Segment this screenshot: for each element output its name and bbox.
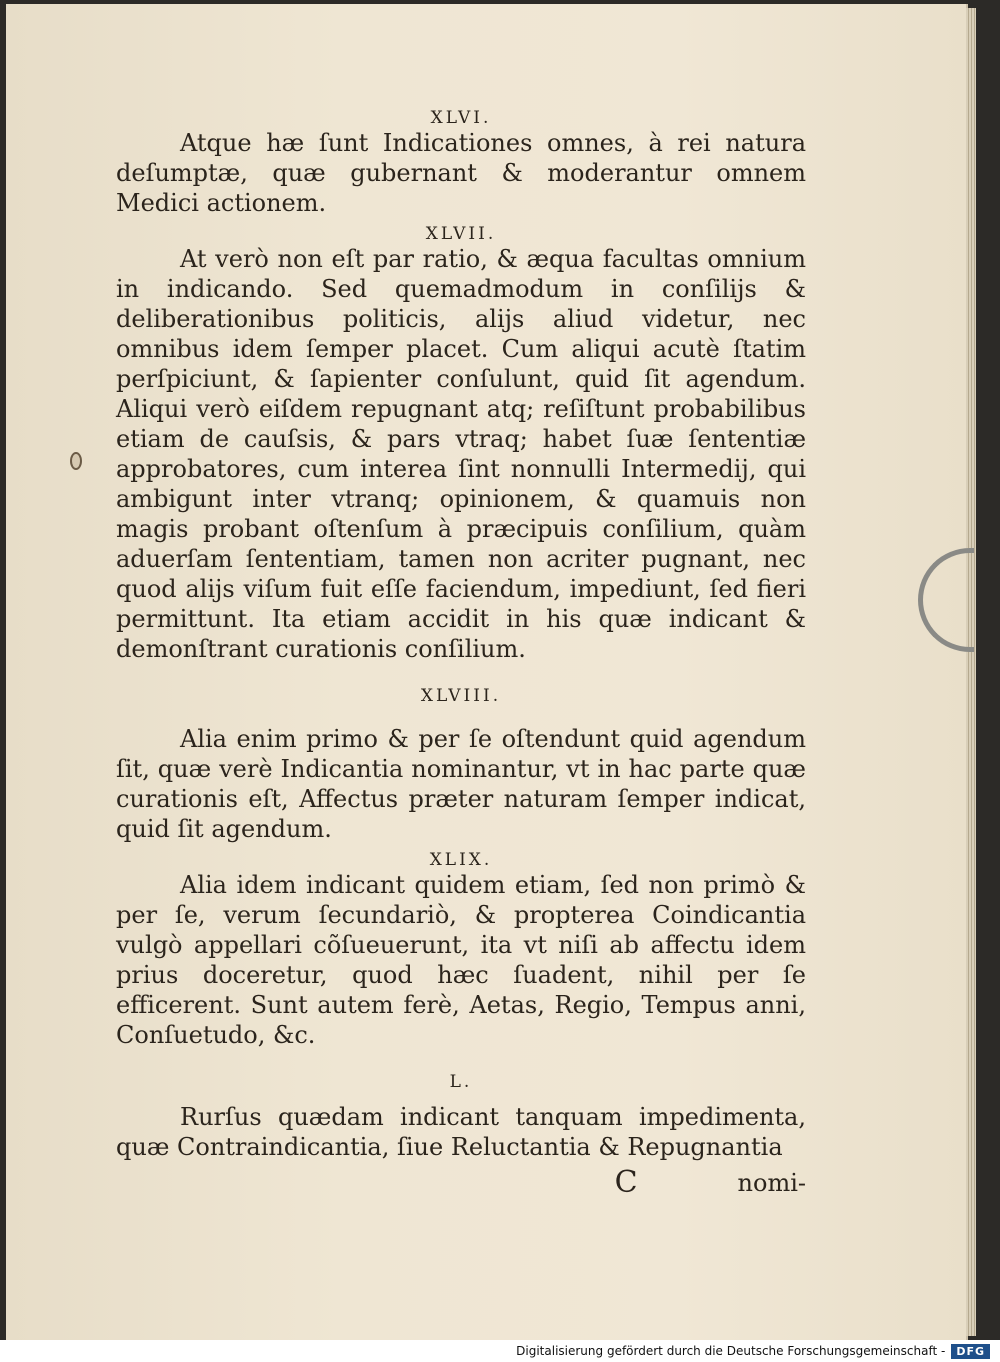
signature-mark: C xyxy=(614,1165,638,1200)
section-number: XLVI. xyxy=(430,108,492,128)
footer-credit: Digitalisierung gefördert durch die Deutsche Forschungsgemeinschaft - xyxy=(516,1344,946,1358)
section-paragraph: Rurſus quædam indicant tanquam impedimenta, quæ Contraindicantia, ſiue Reluctantia & Repugnantia xyxy=(116,1103,806,1161)
section-47 xyxy=(116,224,806,664)
section-paragraph: Alia idem indicant quidem etiam, ſed non primò & per ſe, verum ſecundariò, & propterea Coindicantia vulgò appellari cõſueuerunt, ita vt niſi ab affectu idem prius doceretur, quod hæc ſuadent, nihil per ſe efficerent. Sunt autem ferè, Aetas, Regio, Tempus anni, Conſuetudo, &c. xyxy=(116,871,806,1049)
section-number: XLIX. xyxy=(429,850,493,870)
catchword: nomi- xyxy=(737,1169,806,1197)
dfg-logo: DFG xyxy=(951,1344,990,1359)
section-48 xyxy=(116,686,806,844)
section-number: L. xyxy=(449,1072,473,1092)
page-edges xyxy=(966,8,976,1336)
page-bottom-marks xyxy=(116,1165,806,1200)
digitization-footer xyxy=(0,1340,1000,1362)
section-paragraph: Atque hæ ſunt Indicationes omnes, à rei natura deſumptæ, quæ gubernant & moderantur omnem Medici actionem. xyxy=(116,129,806,217)
page-text xyxy=(116,108,806,1198)
section-paragraph: At verò non eſt par ratio, & æqua facultas omnium in indicando. Sed quemadmodum in conſilijs & deliberationibus politicis, alijs aliud videtur, nec omnibus idem ſemper placet. Cum aliqui acutè ſtatim perſpiciunt, & ſapienter conſulunt, quid ſit agendum. Aliqui verò eiſdem repugnant atq; reſiſtunt probabilibus etiam de cauſsis, & pars vtraq; habet ſuæ ſententiæ approbatores, cum interea ſint nonnulli Intermedij, qui ambigunt inter vtranq; opinionem, & quamuis non magis probant oſtenſum à præcipuis conſilium, quàm aduerſam ſententiam, tamen non acriter pugnant, nec quod alijs viſum fuit eſſe faciendum, impediunt, ſed fieri permittunt. Ita etiam accidit in his quæ indicant & demonſtrant curationis conſilium. xyxy=(116,245,806,663)
section-49 xyxy=(116,850,806,1050)
section-number: XLVIII. xyxy=(420,686,502,706)
wormhole-mark xyxy=(70,452,82,470)
section-paragraph: Alia enim primo & per ſe oſtendunt quid agendum ſit, quæ verè Indicantia nominantur, vt in hac parte quæ curationis eſt, Affectus præter naturam ſemper indicat, quid ſit agendum. xyxy=(116,725,806,843)
section-46 xyxy=(116,108,806,218)
section-number: XLVII. xyxy=(425,224,497,244)
section-50 xyxy=(116,1072,806,1162)
